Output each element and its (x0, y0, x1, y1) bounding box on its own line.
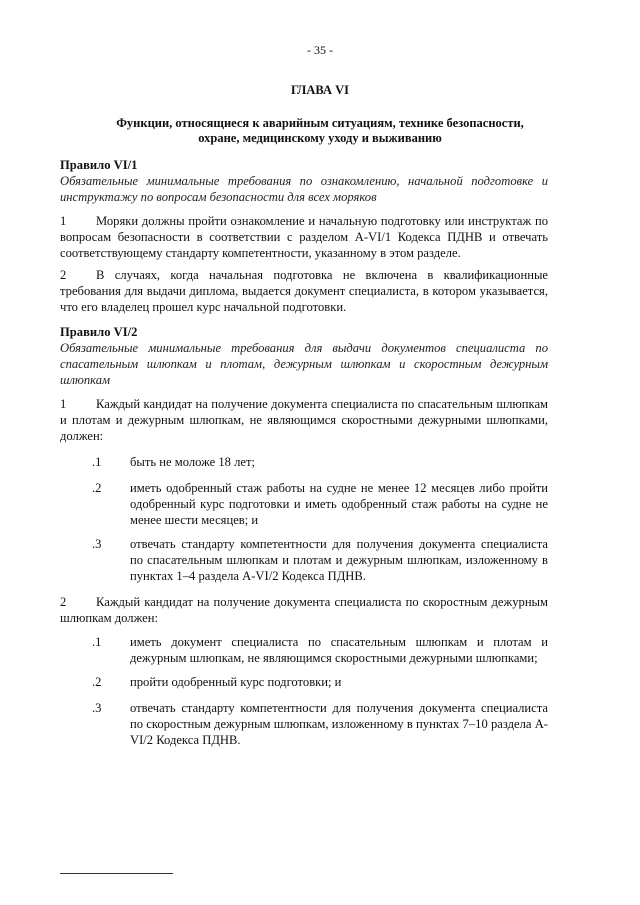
list-item (60, 454, 548, 470)
list-item (60, 674, 548, 690)
rule-vi-2-header (60, 324, 548, 388)
paragraph-number: 1 (60, 214, 67, 228)
paragraph (60, 396, 548, 444)
list-item (60, 480, 548, 528)
list-item (60, 634, 548, 666)
item-number: .1 (92, 635, 102, 649)
rule-vi-1-header (60, 157, 548, 205)
paragraph (60, 594, 548, 626)
item-number: .1 (92, 455, 102, 469)
item-number: .2 (92, 481, 102, 495)
item-number: .2 (92, 675, 102, 689)
page-number: - 35 - (307, 43, 333, 57)
item-number: .3 (92, 701, 102, 715)
list-item (60, 536, 548, 584)
item-text: пройти одобренный курс подготовки; и (130, 675, 342, 689)
paragraph-text: Каждый кандидат на получение документа специалиста по скоростным дежурным шлюпкам должен: (60, 595, 548, 625)
paragraph-number: 2 (60, 268, 67, 282)
paragraph-text: В случаях, когда начальная подготовка не включена в квалификационные требования для выдачи диплома, выдается документ специалиста, в котором указывается, что его владелец прошел курс начальной подготовки. (60, 268, 548, 314)
paragraph-number: 1 (60, 397, 67, 411)
item-text: отвечать стандарту компетентности для получения документа специалиста по скоростным дежурным шлюпкам, изложенному в пунктах 7–10 раздела A-VI/2 Кодекса ПДНВ. (130, 701, 548, 747)
paragraph (60, 267, 548, 315)
rule-subtitle: Обязательные минимальные требования для выдачи документов специалиста по спасательным шлюпкам и плотам, дежурным шлюпкам и скоростным дежурным шлюпкам (60, 341, 548, 387)
footnote-divider (60, 873, 173, 874)
item-text: иметь одобренный стаж работы на судне не менее 12 месяцев либо пройти одобренный курс подготовки и иметь одобренный стаж работы на судне не менее шести месяцев; и (130, 481, 548, 527)
item-text: быть не моложе 18 лет; (130, 455, 256, 469)
chapter-title: ГЛАВА VI (290, 83, 349, 97)
item-text: иметь документ специалиста по спасательным шлюпкам и плотам и дежурным шлюпкам, не являющимся скоростными дежурными шлюпками; (130, 635, 548, 665)
rule-subtitle: Обязательные минимальные требования по ознакомлению, начальной подготовке и инструктажу по вопросам безопасности для всех моряков (60, 174, 548, 204)
rule-heading: Правило VI/2 (60, 325, 138, 339)
paragraph (60, 213, 548, 261)
item-number: .3 (92, 537, 102, 551)
chapter-subtitle: Функции, относящиеся к аварийным ситуациям, технике безопасности, охране, медицинскому уходу и выживанию (116, 116, 524, 145)
item-text: отвечать стандарту компетентности для получения документа специалиста по спасательным шлюпкам и плотам и дежурным шлюпкам, изложенному в пунктах 1–4 раздела A-VI/2 Кодекса ПДНВ. (130, 537, 548, 583)
list-item (60, 700, 548, 748)
rule-heading: Правило VI/1 (60, 158, 138, 172)
paragraph-text: Моряки должны пройти ознакомление и начальную подготовку или инструктаж по вопросам безопасности в соответствии с разделом A-VI/1 Кодекса ПДНВ и отвечать соответствующему стандарту компетентности, указанному в этом разделе. (60, 214, 548, 260)
paragraph-text: Каждый кандидат на получение документа специалиста по спасательным шлюпкам и плотам и дежурным шлюпкам, не являющимся скоростными дежурными шлюпками, должен: (60, 397, 548, 443)
paragraph-number: 2 (60, 595, 67, 609)
